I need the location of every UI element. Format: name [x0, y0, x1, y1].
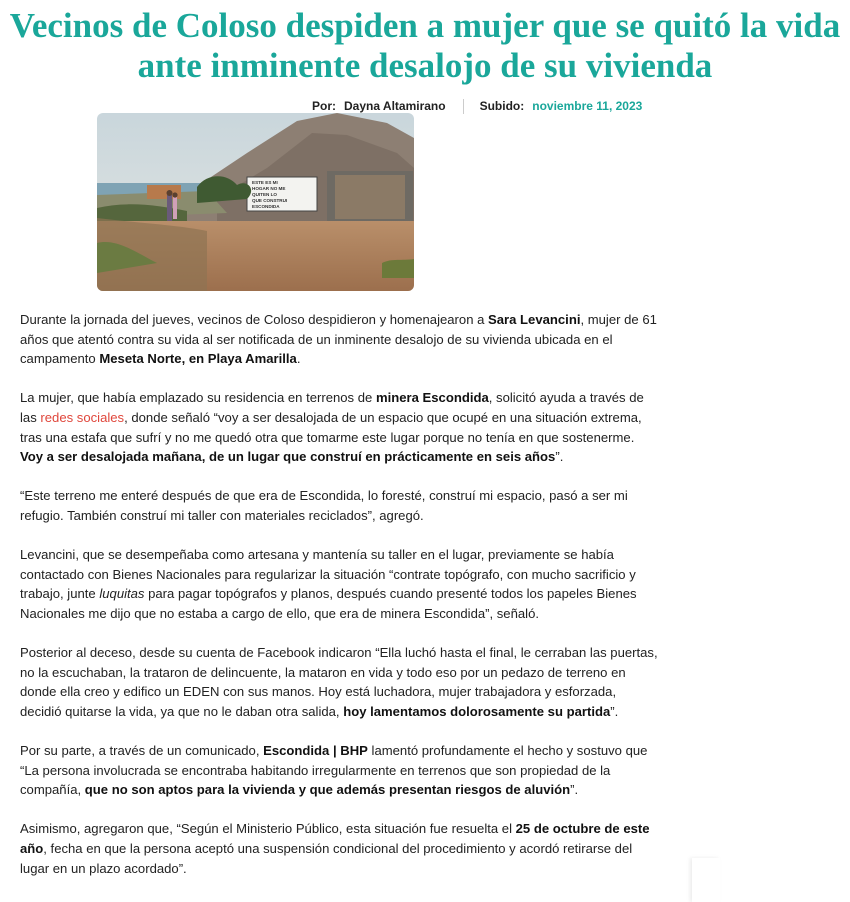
article-headline: Vecinos de Coloso despiden a mujer que se quitó la vida ante inminente desalojo de su vivienda — [9, 6, 841, 85]
paragraph: Por su parte, a través de un comunicado, Escondida | BHP lamentó profundamente el hecho y sostuvo que “La persona involucrada se encontraba habitando irregularmente en terrenos que son propiedad de la compañía, que no son aptos para la vivienda y que además presentan riesgos de aluvión”. — [20, 743, 648, 798]
paragraph: Asimismo, agregaron que, “Según el Ministerio Público, esta situación fue resuelta el 25 de octubre de este año, fecha en que la persona aceptó una suspensión condicional del procedimiento y acordó retirarse del lugar en un plazo acordado”. — [20, 821, 650, 876]
paragraph: La mujer, que había emplazado su residencia en terrenos de minera Escondida, solicitó ayuda a través de las redes sociales, donde señaló “voy a ser desalojada de un espacio que ocupé en una situación extrema, tras una estafa que sufrí y no me quedó otra que tomarme este lugar porque no tenía en que sostenerme. Voy a ser desalojada mañana, de un lugar que construí en prácticamente en seis años”. — [20, 390, 644, 465]
social-media-link[interactable]: redes sociales — [40, 409, 125, 425]
date-label: Subido: — [479, 99, 525, 113]
byline-divider — [463, 99, 464, 114]
paragraph: Durante la jornada del jueves, vecinos de Coloso despidieron y homenajearon a Sara Levancini, mujer de 61 años que atentó contra su vida al ser notificada de un inminente desalojo de su vivienda ubicada en el campamento Meseta Norte, en Playa Amarilla. — [20, 312, 657, 367]
publish-date: noviembre 11, 2023 — [532, 99, 643, 113]
article-body — [20, 310, 660, 898]
author-label: Por: — [312, 99, 336, 113]
sign-line-4: QUE CONSTRUI — [252, 198, 288, 203]
floating-widget[interactable] — [692, 858, 720, 902]
sign-line-3: QUITEN LO — [252, 192, 278, 197]
paragraph: Posterior al deceso, desde su cuenta de Facebook indicaron “Ella luchó hasta el final, le cerraban las puertas, no la escuchaban, la trataron de delincuente, la mataron en vida y todo eso por un pedazo de terreno en donde ella creo y edifico un EDEN con sus manos. Hoy está luchadora, mujer trabajadora y esforzada, decidió quitarse la vida, ya que no le daban otra salida, hoy lamentamos dolorosamente su partida”. — [20, 645, 658, 719]
article-photo — [97, 113, 414, 291]
paragraph: “Este terreno me enteré después de que era de Escondida, lo foresté, construí mi espacio, pasó a ser mi refugio. También construí mi taller con materiales reciclados”, agregó. — [20, 488, 628, 523]
author-name[interactable]: Dayna Altamirano — [344, 99, 446, 113]
sign-line-5: ESCONDIDA — [252, 204, 280, 209]
paragraph: Levancini, que se desempeñaba como artesana y mantenía su taller en el lugar, previamente se había contactado con Bienes Nacionales para regularizar la situación “contrate topógrafo, con mucho sacrificio y trabajo, junte luquitas para pagar topógrafos y planos, después cuando presenté todos los papeles Bienes Nacionales me dijo que no estaba a cargo de ello, que era de minera Escondida”, señaló. — [20, 547, 637, 621]
sign-line-1: ESTE ES MI — [252, 180, 278, 185]
sign-line-2: HOGAR NO ME — [252, 186, 286, 191]
